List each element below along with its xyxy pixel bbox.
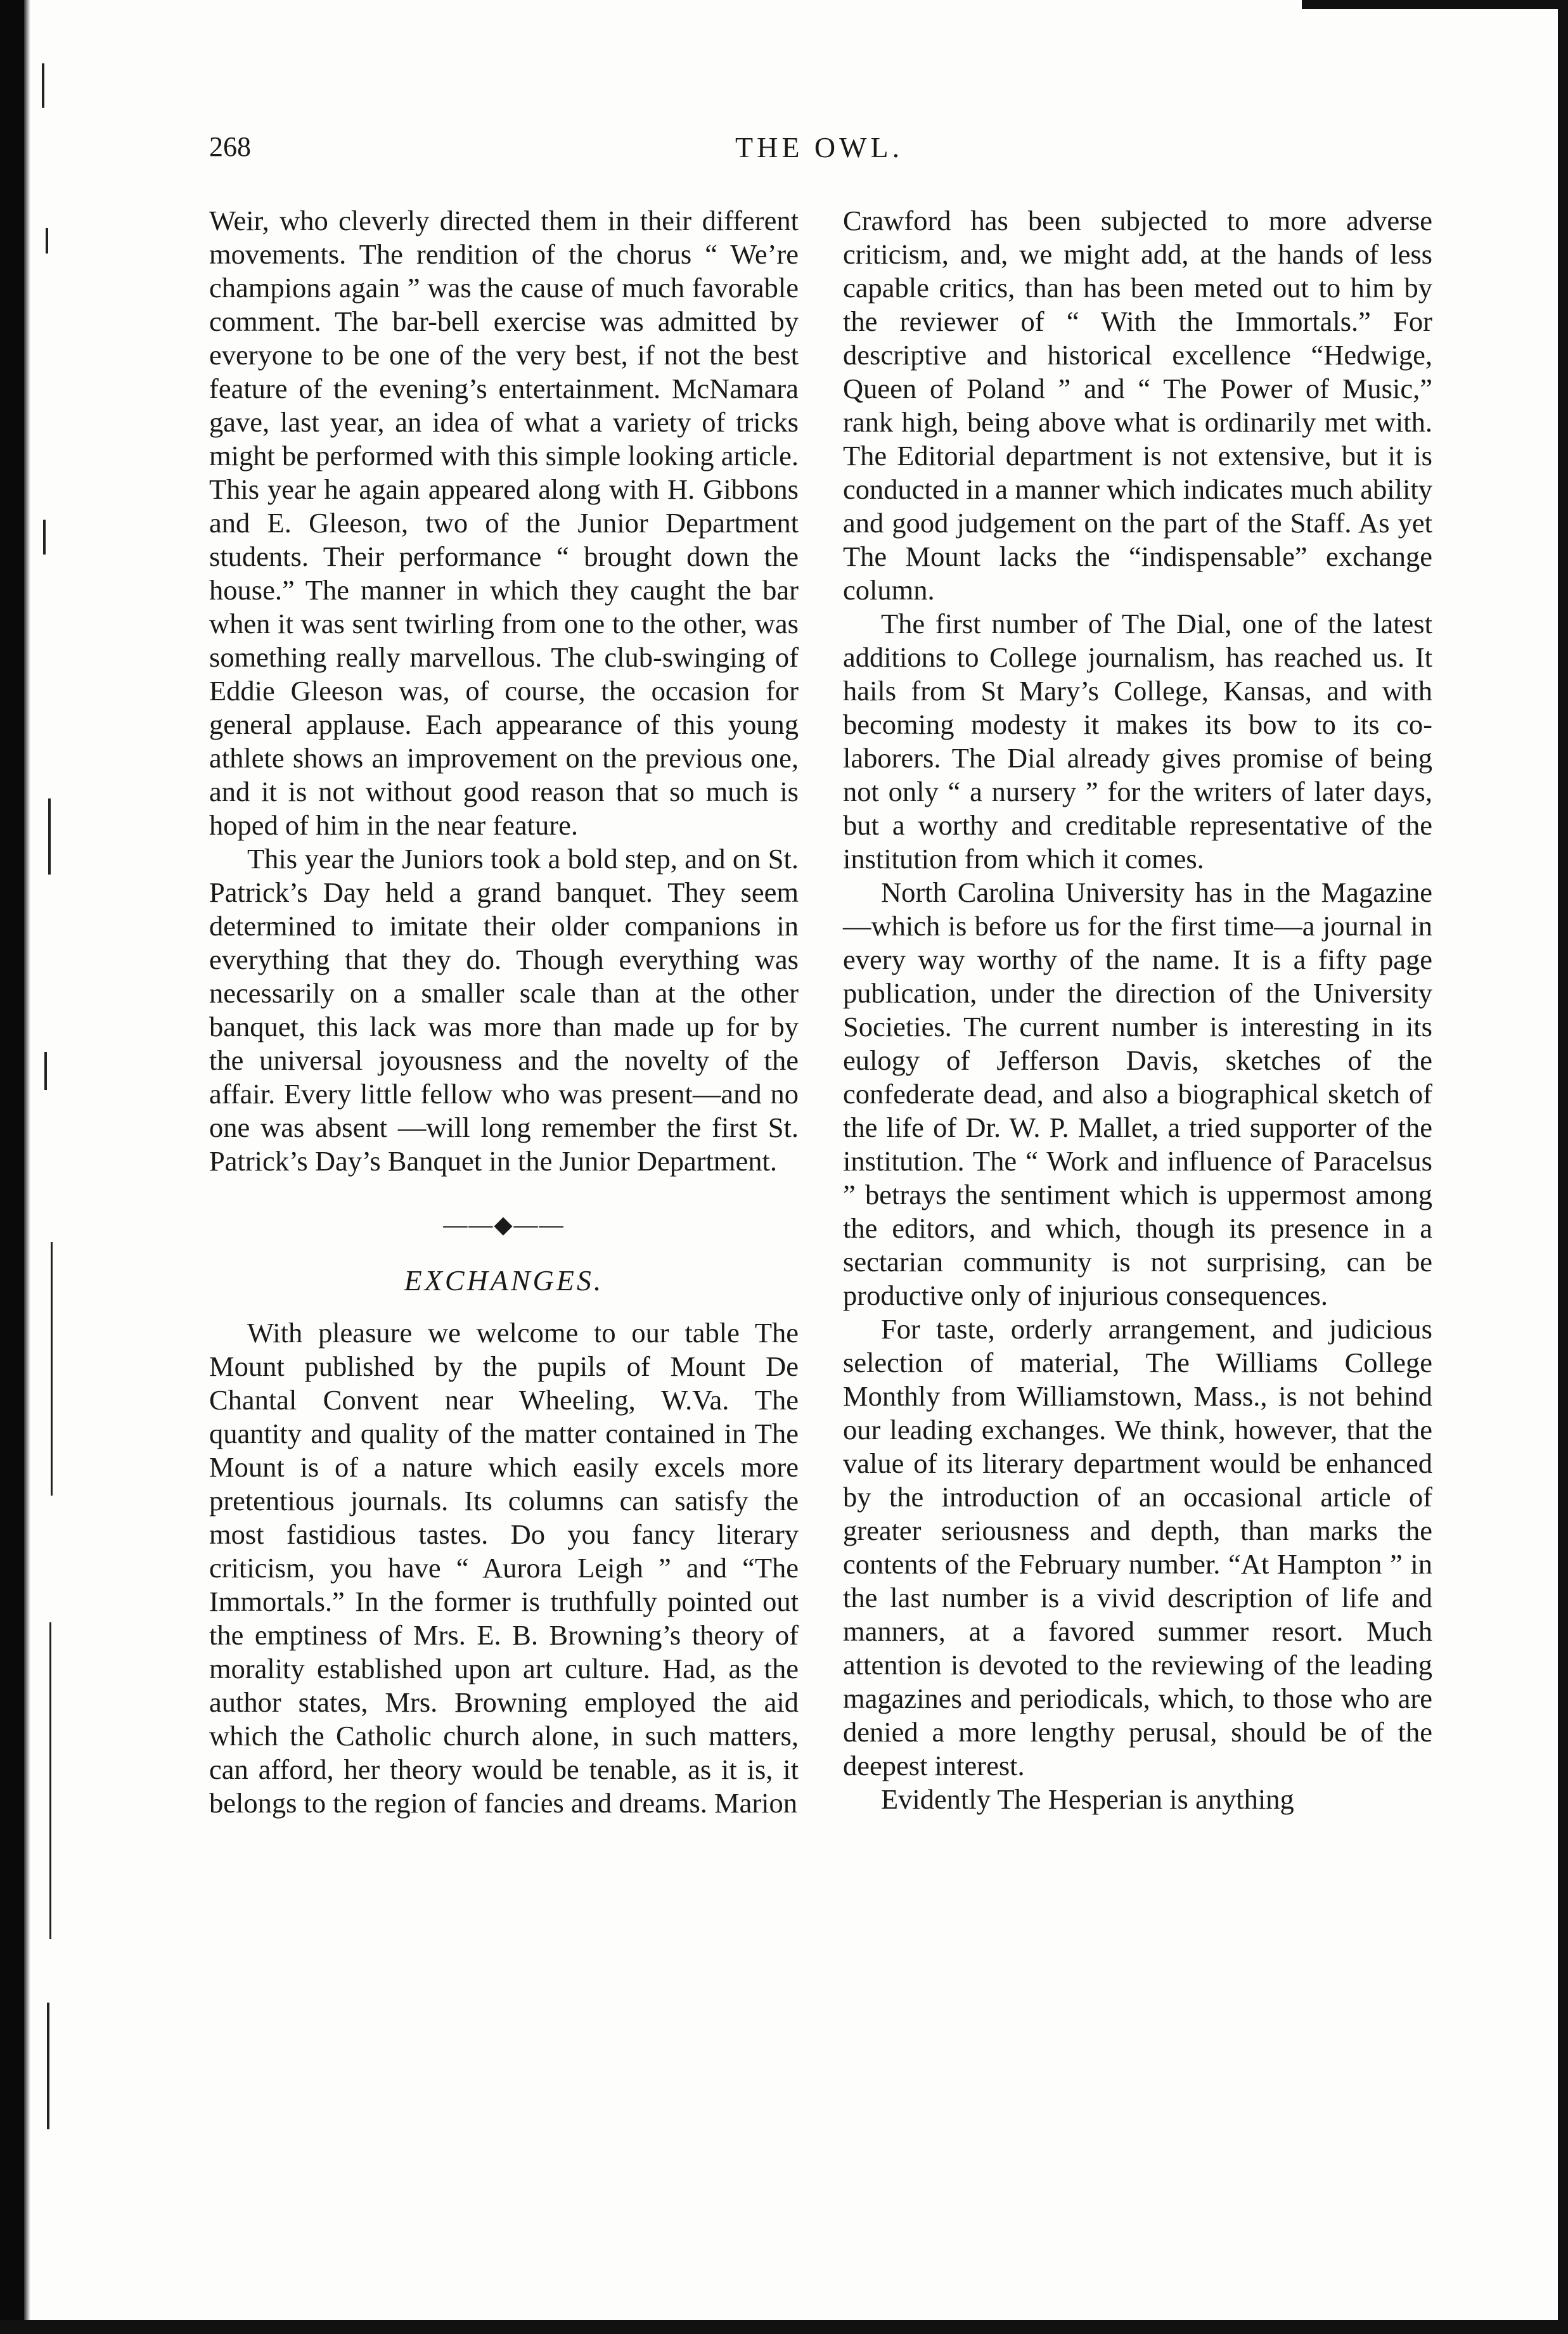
paragraph: Crawford has been subjected to more adverse criticism, and, we might add, at the hands of less capable critics, than has been meted out to him by the reviewer of “ With the Immortals.” For descriptive and historical excellence “Hedwige, Queen of Poland ” and “ The Power of Music,” rank high, being above what is ordinarily met with. The Editorial department is not extensive, but it is conducted in a manner which indicates much ability and good judgement on the part of the Staff. As yet The Mount lacks the “indispensable” exchange column. bbox=[843, 205, 1432, 606]
paragraph: Weir, who cleverly directed them in their different movements. The rendition of the chorus “ We’re champions again ” was the cause of much favorable comment. The bar-bell exercise was admitted by everyone to be one of the very best, if not the best feature of the evening’s entertainment. McNamara gave, last year, an idea of what a variety of tricks might be performed with this simple looking article. This year he again appeared along with H. Gibbons and E. Gleeson, two of the Junior Department students. Their performance “ brought down the house.” The manner in which they caught the bar when it was sent twirling from one to the other, was something really marvellous. The club-swinging of Eddie Gleeson was, of course, the occasion for general applause. Each appearance of this young athlete shows an improvement on the previous one, and it is not without good reason that so much is hoped of him in the near feature. bbox=[209, 205, 799, 841]
paragraph: With pleasure we welcome to our table The Mount published by the pupils of Mount De Chantal Convent near Wheeling, W.Va. The quantity and quality of the matter contained in The Mount is of a nature which easily excels more pretentious journals. Its columns can satisfy the most fastidious tastes. Do you fancy literary criticism, you have “ Aurora Leigh ” and “The Immortals.” In the former is truthfully pointed out the emptiness of Mrs. E. B. Browning’s theory of morality established upon art culture. Had, as the author states, Mrs. Browning employed the aid which the Catholic church alone, in such matters, can afford, her theory would be tenable, as it is, it belongs to the region of fancies and dreams. Marion bbox=[209, 1317, 799, 1819]
scan-speckles bbox=[37, 38, 75, 2256]
page-number: 268 bbox=[209, 131, 251, 162]
scan-edge-left bbox=[0, 0, 24, 2334]
left-column bbox=[209, 204, 799, 1820]
scan-edge-top bbox=[1302, 0, 1568, 9]
section-heading: EXCHANGES. bbox=[404, 1264, 604, 1297]
running-title: THE OWL. bbox=[735, 131, 904, 164]
paragraph: For taste, orderly arrangement, and judicious selection of material, The Williams College Monthly from Williamstown, Mass., is not behind our leading exchanges. We think, however, that the value of its literary department would be enhanced by the introduction of an occasional article of greater seriousness and depth, than marks the contents of the February number. “At Hampton ” in the last number is a vivid description of life and manners, at a favored summer resort. Much attention is devoted to the reviewing of the leading magazines and periodicals, which, to those who are denied a more lengthy perusal, should be of the deepest interest. bbox=[843, 1313, 1432, 1781]
paragraph: Evidently The Hesperian is anything bbox=[881, 1783, 1294, 1815]
scan-edge-shadow bbox=[24, 0, 30, 2334]
page-header bbox=[209, 131, 1445, 169]
paragraph: The first number of The Dial, one of the latest additions to College journalism, has reached us. It hails from St Mary’s College, Kansas, and with becoming modesty it makes its bow to its co-laborers. The Dial already gives promise of being not only “ a nursery ” for the writers of later days, but a worthy and creditable representative of the institution from which it comes. bbox=[843, 608, 1432, 875]
paragraph: This year the Juniors took a bold step, and on St. Patrick’s Day held a grand banquet. They seem determined to imitate their older companions in everything that they do. Though everything was necessarily on a smaller scale than at the other banquet, this lack was more than made up for by the universal joyousness and the novelty of the affair. Every little fellow who was present—and no one was absent —will long remember the first St. Patrick’s Day’s Banquet in the Junior Department. bbox=[209, 843, 799, 1177]
right-column bbox=[843, 204, 1432, 1816]
scan-edge-right bbox=[1558, 0, 1568, 2334]
section-divider: ——◆—— bbox=[443, 1212, 565, 1238]
paragraph: North Carolina University has in the Magazine—which is before us for the first time—a journal in every way worthy of the name. It is a fifty page publication, under the direction of the University Societies. The current number is interesting in its eulogy of Jefferson Davis, sketches of the confederate dead, and also a biographical sketch of the life of Dr. W. P. Mallet, a tried supporter of the institution. The “ Work and influence of Paracelsus ” betrays the sentiment which is uppermost among the editors, and which, though its presence in a sectarian community is not surprising, can be productive only of injurious consequences. bbox=[843, 876, 1432, 1311]
scan-edge-bottom bbox=[0, 2320, 1568, 2334]
